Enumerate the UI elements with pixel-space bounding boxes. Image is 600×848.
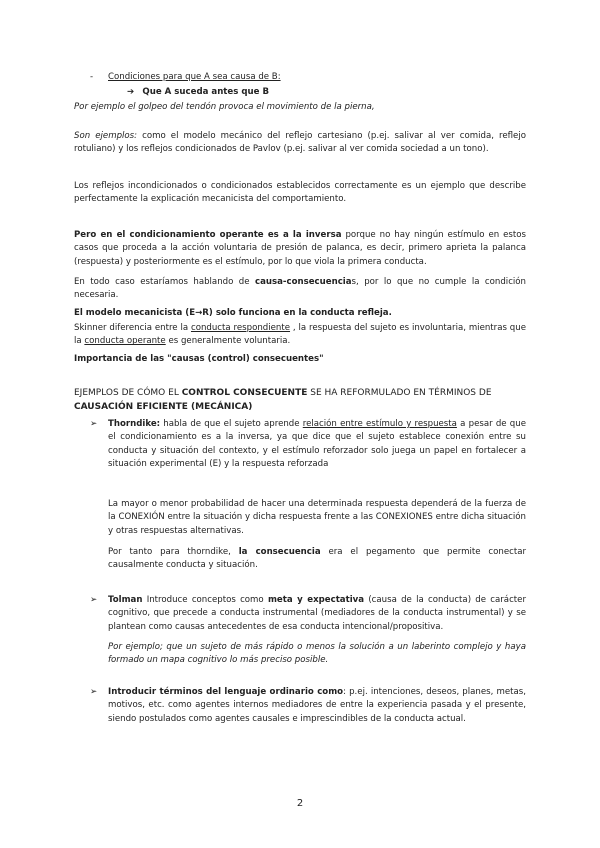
conditions-sub: [127, 86, 427, 99]
dash-bullet: -: [90, 72, 94, 82]
thorndike-paragraph: [108, 418, 526, 471]
thorndike-pre: habla de que el sujeto aprende: [160, 419, 303, 429]
thorndike-paragraph-3: [108, 546, 526, 573]
cause-pre: En todo caso estaríamos hablando de: [74, 277, 255, 287]
tolman-post: (causa de la conducta) de carácter cognitivo, que precede a conducta instrumental (mediadores de la conducta instrumental) y se plantean como causas antecedentes de esa conducta intencional/propositiva.: [108, 595, 526, 632]
reflexes-paragraph: Los reflejos incondicionados o condicionados establecidos correctamente es un ejemplo que describe perfectamente la explicación mecanicista del comportamiento.: [74, 181, 526, 205]
operant-paragraph: [74, 229, 526, 269]
cause-consequence-paragraph: [74, 276, 526, 303]
page-number: 2: [296, 798, 304, 809]
tolman-example: Por ejemplo; que un sujeto de más rápido o menos la solución a un laberinto complejo y haya formado un mapa cognitivo lo más preciso posible.: [108, 642, 526, 666]
conditions-heading-text: Condiciones para que A sea causa de B:: [108, 72, 281, 82]
bullet-arrow-icon: ➢: [90, 687, 98, 697]
tolman-pre: Introduce conceptos como: [142, 595, 268, 605]
examples-lead: Son ejemplos:: [74, 131, 138, 141]
conditions-sub-text: Que A suceda antes que B: [142, 87, 269, 97]
ordinary-language-bold: Introducir términos del lenguaje ordinario como: [108, 687, 344, 697]
operant-text: porque no hay ningún estímulo en estos casos que proceda a la acción voluntaria de presión de palanca, es decir, primero aprieta la palanca (respuesta) y posteriormente es el estímulo, por lo que viola la primera conducta.: [74, 230, 526, 267]
conditions-heading: [108, 71, 408, 84]
tolman-name: Tolman: [108, 595, 143, 605]
thorndike-p3-pre: Por tanto para thorndike,: [108, 547, 239, 557]
mechanicist-model: El modelo mecanicista (E→R) solo funciona en la conducta refleja.: [74, 308, 392, 318]
thorndike-post: a pesar de que el condicionamiento es a la inversa, ya que dice que el sujeto establece conexión entre su conducta y situación del contexto, y el estímulo reforzador solo juega un papel en fortalecer a situación experimental (E) y la respuesta reforzada: [108, 419, 526, 469]
skinner-post: es generalmente voluntaria.: [165, 336, 291, 347]
bullet-arrow-icon: ➢: [90, 595, 98, 605]
thorndike-paragraph-2: La mayor o menor probabilidad de hacer una determinada respuesta dependerá de la fuerza de la CONEXIÓN entre la situación y dicha respuesta frente a las CONEXIONES entre dicha situación y otras respuestas alternativas.: [108, 499, 526, 536]
ordinary-language-text: : p.ej. intenciones, deseos, planes, metas, motivos, etc. como agentes internos mediadores de entre la experiencia pasada y el presente, siendo postulados como agentes causales e imprescindibles de la conducta actual.: [108, 687, 526, 724]
conditions-example: Por ejemplo el golpeo del tendón provoca el movimiento de la pierna,: [74, 102, 375, 112]
thorndike-p3-bold: la consecuencia: [238, 547, 321, 557]
section-title: [74, 387, 526, 415]
skinner-underline-2: conducta operante: [84, 336, 166, 347]
thorndike-underline: relación entre estímulo y respuesta: [302, 419, 457, 429]
arrow-icon: ➔: [127, 87, 135, 97]
tolman-paragraph: [108, 594, 526, 634]
skinner-mid: , la respuesta del sujeto es involuntaria, mientras que la: [74, 323, 526, 347]
section-title-bold-2: CAUSACIÓN EFICIENTE (MECÁNICA): [74, 401, 253, 412]
ordinary-language-paragraph: [108, 686, 526, 726]
skinner-pre: Skinner diferencia entre la: [74, 323, 191, 333]
thorndike-name: Thorndike:: [108, 419, 161, 429]
section-title-bold-1: CONTROL CONSECUENTE: [181, 388, 308, 398]
examples-text: como el modelo mecánico del reflejo cartesiano (p.ej. salivar al ver comida, reflejo rotuliano) y los reflejos condicionados de Pavlov (p.ej. salivar al ver comida sociedad a un tono).: [74, 131, 526, 155]
tolman-bold: meta y expectativa: [267, 595, 365, 605]
operant-bold: Pero en el condicionamiento operante es a la inversa: [74, 230, 342, 240]
examples-paragraph: [74, 130, 526, 157]
cause-post: s, por lo que no cumple la condición necesaria.: [74, 277, 527, 301]
cause-bold: causa-consecuencia: [254, 277, 352, 287]
skinner-paragraph: [74, 322, 526, 349]
section-title-mid: SE HA REFORMULADO EN TÉRMINOS DE: [307, 388, 492, 398]
importance-heading: Importancia de las "causas (control) consecuentes": [74, 354, 324, 364]
thorndike-p3-post: era el pegamento que permite conectar causalmente conducta y situación.: [108, 547, 527, 571]
bullet-arrow-icon: ➢: [90, 419, 98, 429]
section-title-pre: EJEMPLOS DE CÓMO EL: [74, 388, 182, 398]
skinner-underline-1: conducta respondiente: [190, 323, 291, 333]
